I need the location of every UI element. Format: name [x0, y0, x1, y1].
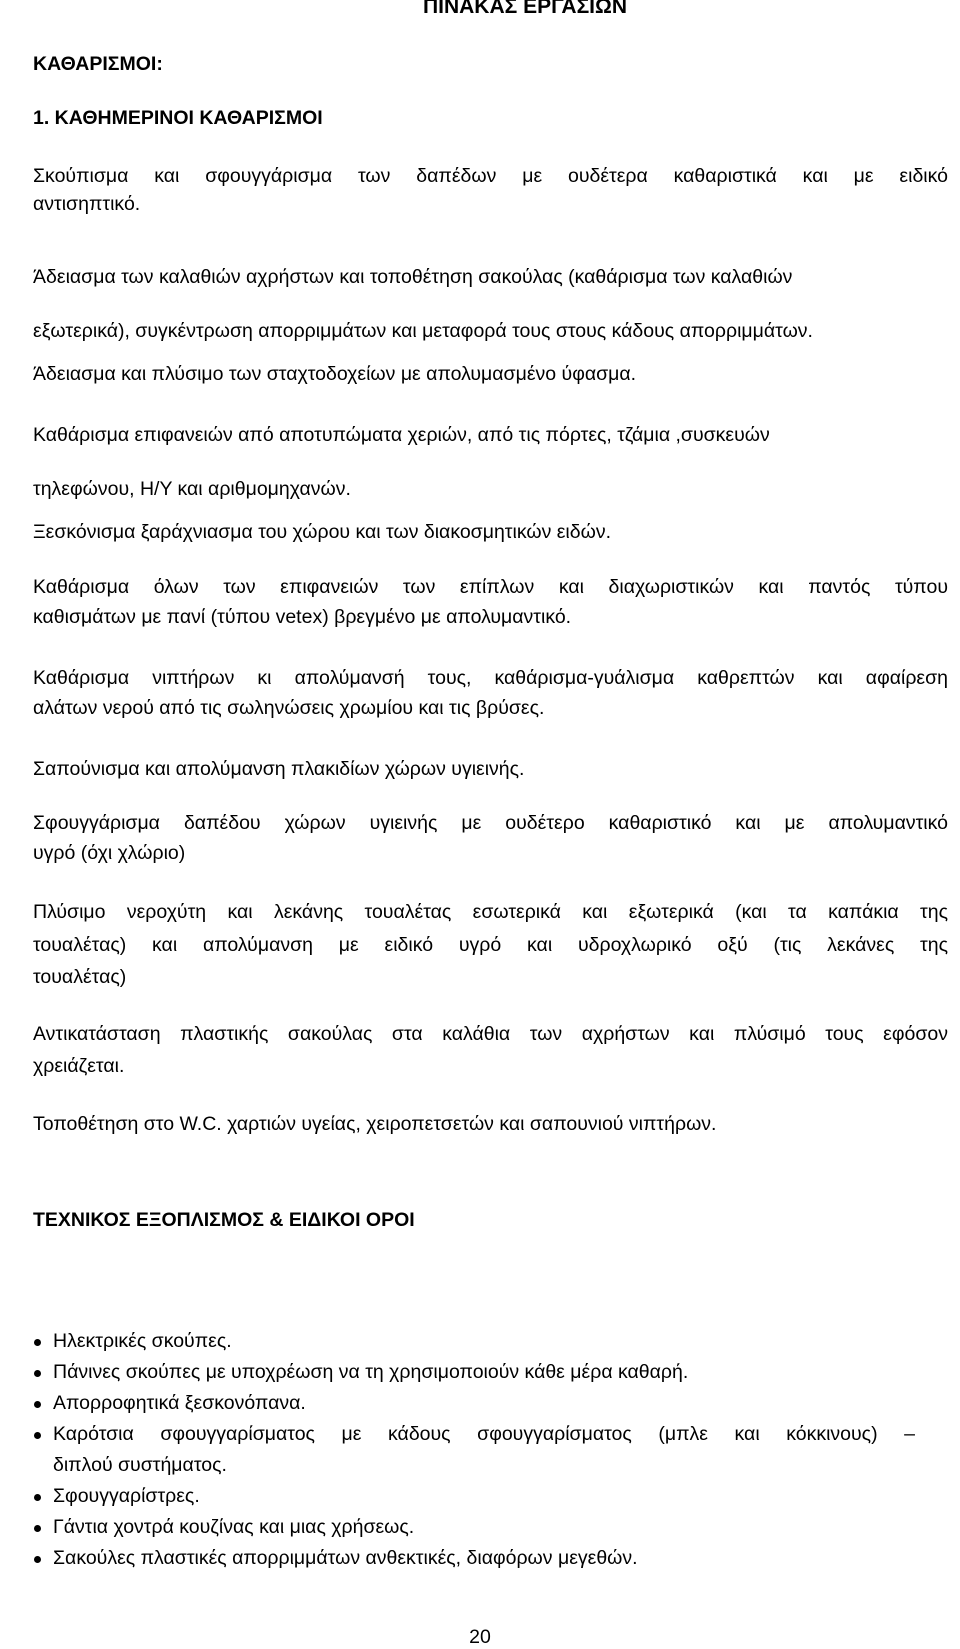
bullet-dot-icon — [34, 1370, 41, 1377]
paragraph-toilets — [33, 896, 948, 994]
bullet-dot-icon — [34, 1401, 41, 1408]
list-item-text: Σακούλες πλαστικές απορριμμάτων ανθεκτικές, διαφόρων μεγεθών. — [53, 1547, 638, 1569]
subsection-heading-daily-cleaning: 1. ΚΑΘΗΜΕΡΙΝΟΙ ΚΑΘΑΡΙΣΜΟΙ — [33, 107, 323, 129]
paragraph-line: εξωτερικά), συγκέντρωση απορριμμάτων και μεταφορά τους στους κάδους απορριμμάτων. — [33, 320, 813, 342]
paragraph-line: Άδειασμα των καλαθιών αχρήστων και τοποθέτηση σακούλας (καθάρισμα των καλαθιών — [33, 266, 793, 288]
paragraph-ashtrays — [33, 360, 948, 388]
list-item — [0, 1419, 915, 1481]
paragraph-line: καθισμάτων με πανί (τύπου vetex) βρεγμένο με απολυμαντικό. — [33, 606, 572, 628]
paragraph-wc-supplies — [33, 1110, 948, 1138]
bullet-dot-icon — [34, 1494, 41, 1501]
bullet-dot-icon — [34, 1432, 41, 1439]
bullet-dot-icon — [34, 1556, 41, 1563]
paragraph-line: τηλεφώνου, Η/Υ και αριθμομηχανών. — [33, 478, 351, 500]
list-item — [0, 1543, 915, 1574]
list-item-text: Απορροφητικά ξεσκονόπανα. — [53, 1392, 306, 1414]
equipment-list — [0, 1326, 960, 1574]
page-title: ΠΙΝΑΚΑΣ ΕΡΓΑΣΙΩΝ — [422, 0, 628, 18]
paragraph-tiles — [33, 755, 948, 783]
paragraph-line: Σφουγγάρισμα δαπέδου χώρων υγιεινής με ουδέτερο καθαριστικό και με απολυμαντικό — [33, 812, 948, 834]
paragraph-line: Τοποθέτηση στο W.C. χαρτιών υγείας, χειροπετσετών και σαπουνιού νιπτήρων. — [33, 1113, 717, 1135]
bullet-dot-icon — [34, 1525, 41, 1532]
paragraph-line: Άδειασμα και πλύσιμο των σταχτοδοχείων με απολυμασμένο ύφασμα. — [33, 363, 637, 385]
bullet-dot-icon — [34, 1339, 41, 1346]
paragraph-line: Αντικατάσταση πλαστικής σακούλας στα καλάθια των αχρήστων και πλύσιμό τους εφόσον — [33, 1023, 948, 1045]
paragraph-line: Ξεσκόνισμα ξαράχνιασμα του χώρου και των διακοσμητικών ειδών. — [33, 521, 612, 543]
paragraph-dusting — [33, 518, 948, 546]
list-item — [0, 1481, 915, 1512]
paragraph-line: Σαπούνισμα και απολύμανση πλακιδίων χώρων υγιεινής. — [33, 758, 525, 780]
paragraph-waste-bins — [33, 250, 948, 358]
paragraph-restroom-floor — [33, 808, 948, 868]
list-item — [0, 1388, 915, 1419]
paragraph-surfaces-fingerprints — [33, 408, 948, 516]
paragraph-line: Σκούπισμα και σφουγγάρισμα των δαπέδων με ουδέτερα καθαριστικά και με ειδικό — [33, 165, 948, 187]
list-item-text: Σφουγγαρίστρες. — [53, 1485, 200, 1507]
section-heading-cleaning: ΚΑΘΑΡΙΣΜΟΙ: — [33, 53, 163, 75]
paragraph-bin-bags — [33, 1018, 948, 1082]
paragraph-line: αντισηπτικό. — [33, 193, 141, 215]
paragraph-line: Καθάρισμα όλων των επιφανειών των επίπλων και διαχωριστικών και παντός τύπου — [33, 576, 948, 598]
page-number: 20 — [469, 1626, 491, 1648]
list-item — [0, 1357, 915, 1388]
list-item — [0, 1326, 915, 1357]
paragraph-sinks — [33, 663, 948, 723]
paragraph-line: τουαλέτας) και απολύμανση με ειδικό υγρό και υδροχλωρικό οξύ (τις λεκάνες της — [33, 933, 948, 956]
paragraph-line: Πλύσιμο νεροχύτη και λεκάνης τουαλέτας εσωτερικά και εξωτερικά (και τα καπάκια της — [33, 901, 948, 923]
paragraph-line: αλάτων νερού από τις σωληνώσεις χρωμίου και τις βρύσες. — [33, 697, 545, 719]
list-item-text: Γάντια χοντρά κουζίνας και μιας χρήσεως. — [53, 1516, 415, 1538]
list-item-text: Καρότσια σφουγγαρίσματος με κάδους σφουγγαρίσματος (μπλε και κόκκινους) – — [53, 1423, 915, 1445]
paragraph-line: Καθάρισμα νιπτήρων κι απολύμανσή τους, καθάρισμα-γυάλισμα καθρεπτών και αφαίρεση — [33, 667, 948, 689]
list-item-text: Ηλεκτρικές σκούπες. — [53, 1330, 232, 1352]
paragraph-floor-cleaning — [33, 162, 948, 218]
list-item — [0, 1512, 915, 1543]
paragraph-line: Καθάρισμα επιφανειών από αποτυπώματα χεριών, από τις πόρτες, τζάμια ,συσκευών — [33, 424, 770, 446]
paragraph-line: υγρό (όχι χλώριο) — [33, 842, 186, 864]
list-item-text: διπλού συστήματος. — [53, 1454, 227, 1476]
section-heading-equipment: ΤΕΧΝΙΚΟΣ ΕΞΟΠΛΙΣΜΟΣ & ΕΙΔΙΚΟΙ ΟΡΟΙ — [33, 1209, 415, 1231]
paragraph-line: τουαλέτας) — [33, 966, 127, 988]
paragraph-furniture — [33, 572, 948, 632]
list-item-text: Πάνινες σκούπες με υποχρέωση να τη χρησιμοποιούν κάθε μέρα καθαρή. — [53, 1361, 689, 1383]
paragraph-line: χρειάζεται. — [33, 1055, 125, 1077]
